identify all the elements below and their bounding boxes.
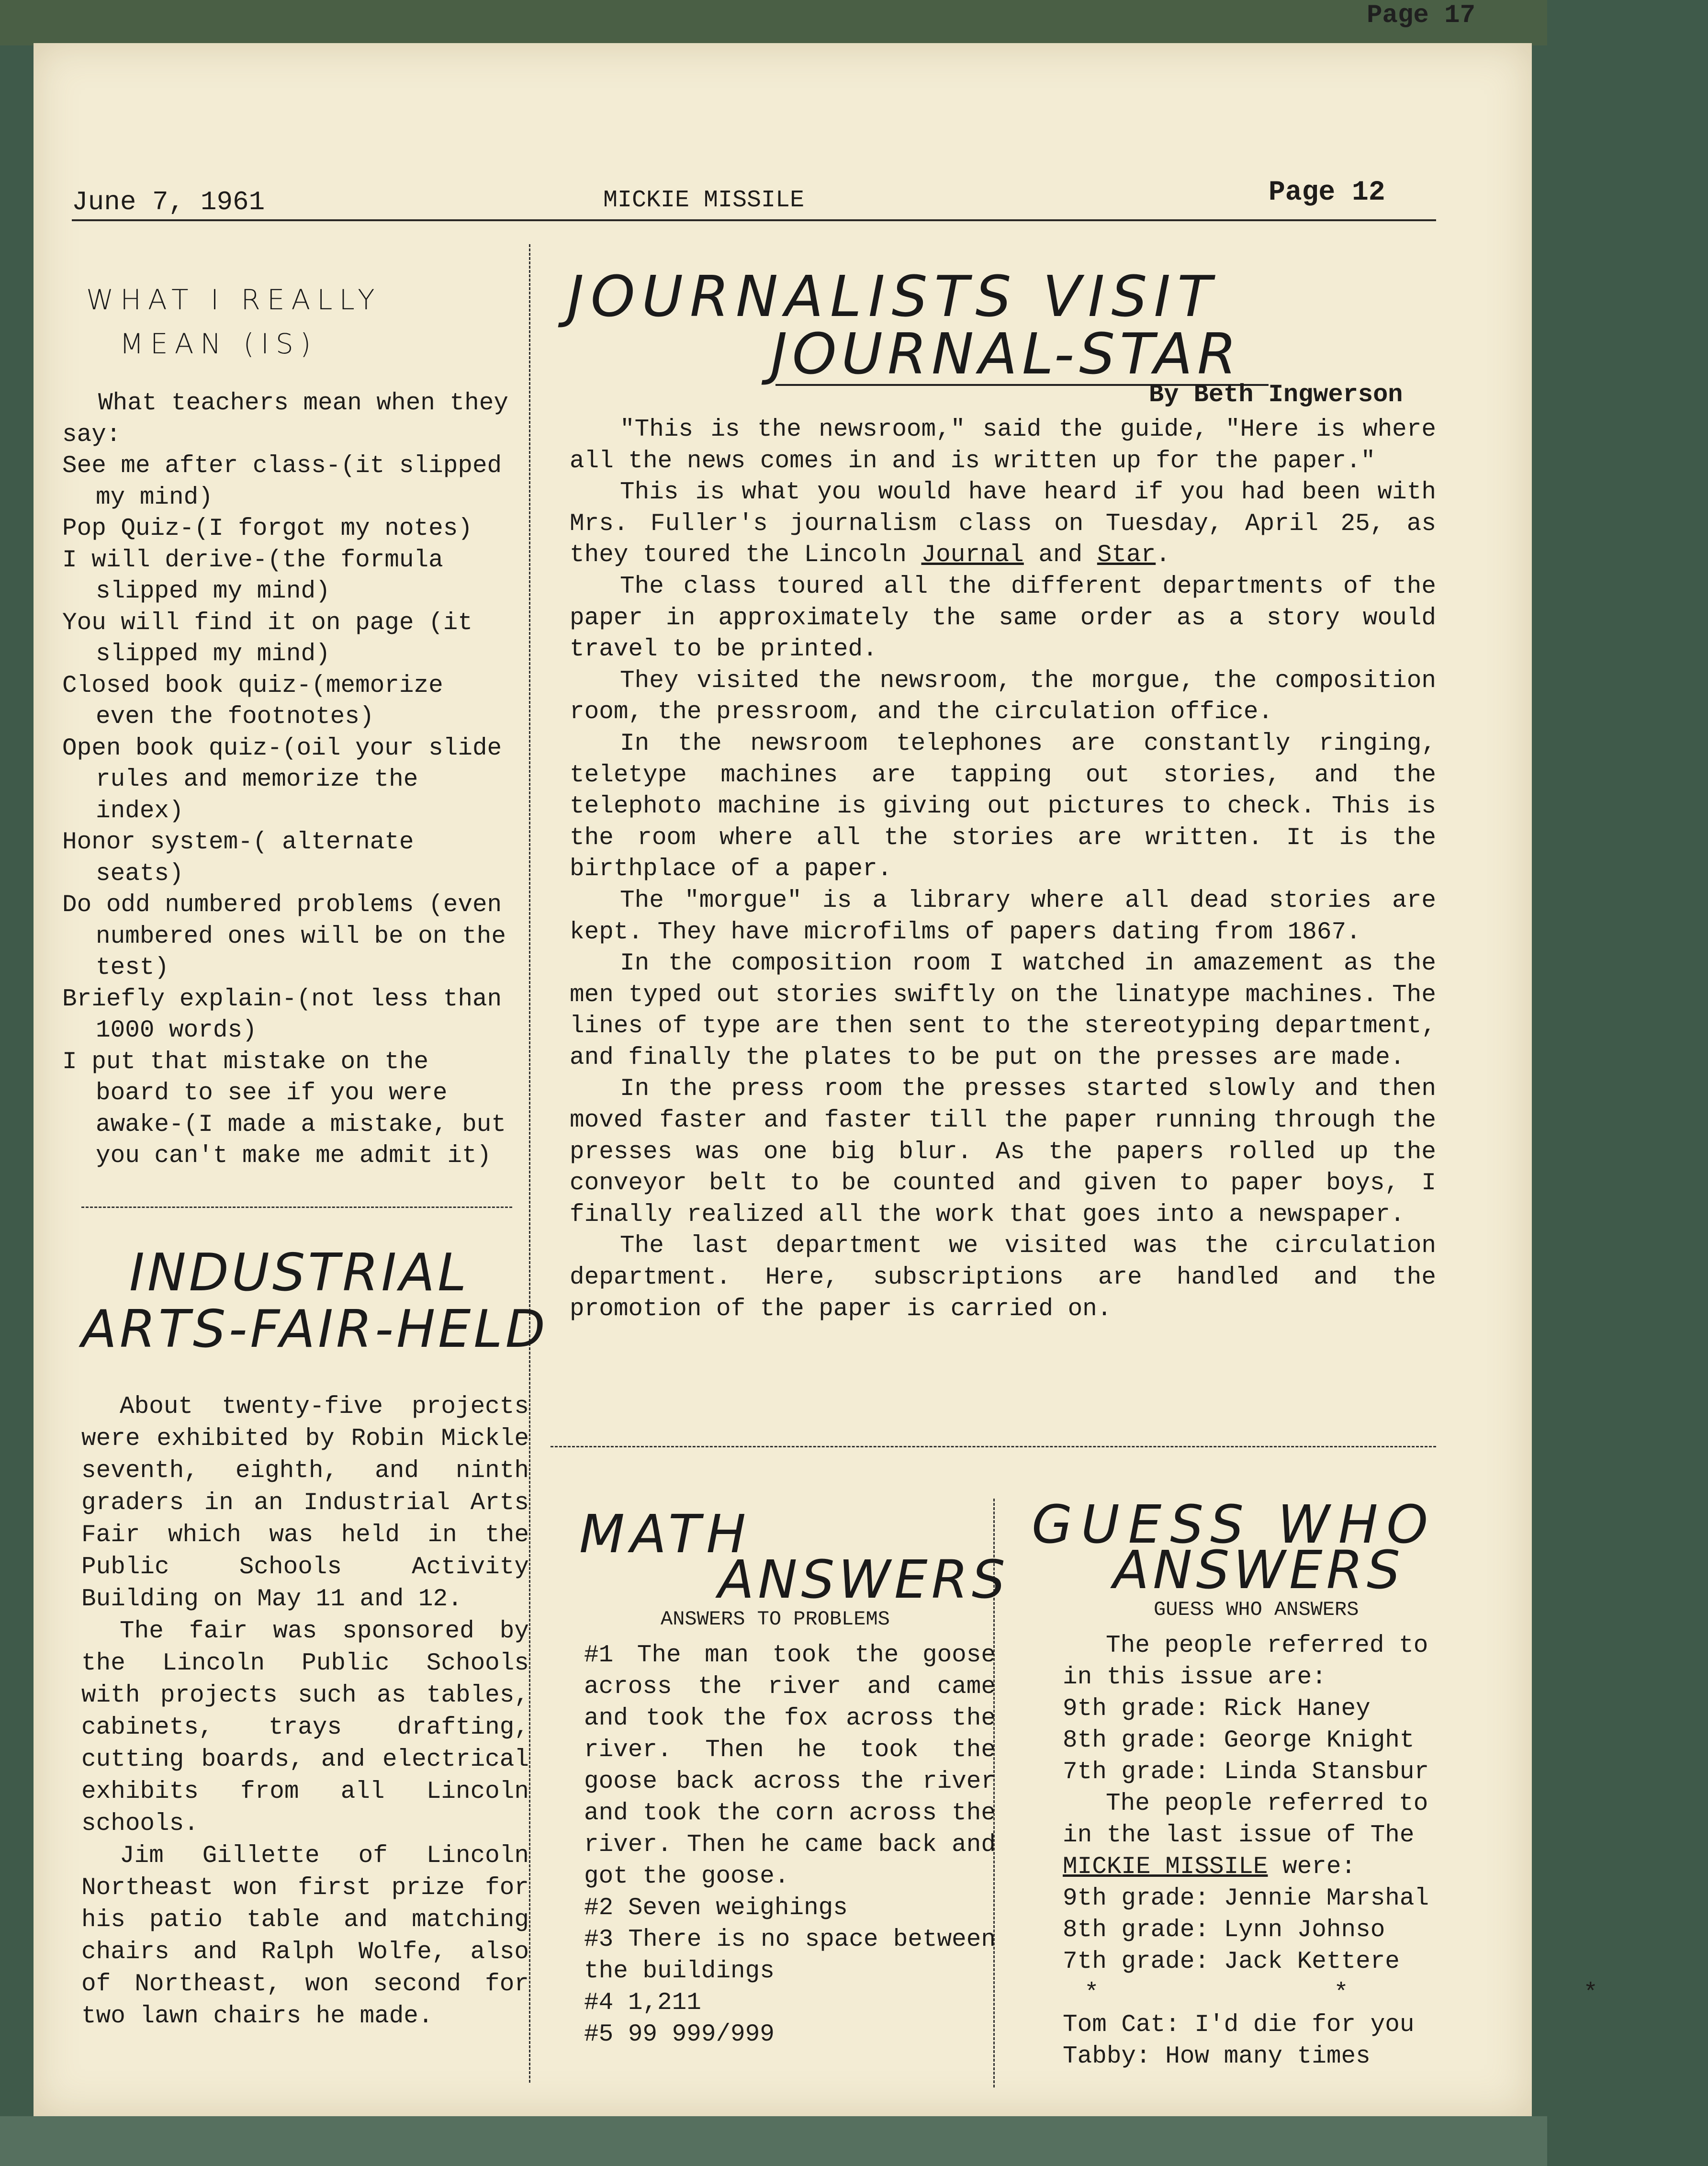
list-item: 8th grade: George Knight <box>1063 1727 1415 1754</box>
star-title: Star <box>1097 542 1156 569</box>
paragraph: About twenty-five projects were exhibited by Robin Mickle seventh, eighth, and ninth graders in an Industrial Arts Fair which was held in the Public Schools Activity Building on May 11 and 12. <box>81 1393 529 1613</box>
list-item: Do odd numbered problems (even numbered ones will be on the test) <box>62 891 506 981</box>
math-answers-heading: ANSWERS <box>718 1549 1009 1610</box>
answer-item: #3 There is no space between the buildings <box>584 1926 996 1985</box>
section-divider-right <box>551 1446 1436 1447</box>
list-item: Open book quiz-(oil your slide rules and memorize the index) <box>62 734 502 825</box>
paragraph: The last department we visited was the circulation department. Here, subscriptions are handled and the promotion of the paper is carried on. <box>570 1232 1436 1323</box>
paragraph: In the newsroom telephones are constantly ringing, teletype machines are tapping out stories, and the telephoto machine is giving out pictures to check. This is the room where all the stories are written. It is the birthplace of a paper. <box>570 730 1436 883</box>
intro-text: What teachers mean when they say: <box>62 390 508 449</box>
list-item: 7th grade: Jack Kettere <box>1063 1948 1400 1975</box>
joke-line: Tabby: How many times <box>1063 2043 1371 2070</box>
list-item: You will find it on page (it slipped my mind) <box>62 609 472 668</box>
list-item: Pop Quiz-(I forgot my notes) <box>62 515 472 542</box>
paper-title: MICKIE MISSILE <box>603 187 805 214</box>
star-separator: * * * <box>1084 1980 1708 2007</box>
issue-date: June 7, 1961 <box>72 187 265 217</box>
scan-bottom-strip <box>0 2116 1547 2166</box>
list-item: Briefly explain-(not less than 1000 words) <box>62 985 502 1044</box>
paragraph: They visited the newsroom, the morgue, the composition room, the pressroom, and the circulation office. <box>570 667 1436 726</box>
what-i-really-mean-body <box>62 388 515 1172</box>
paragraph: In the press room the presses started slowly and then moved faster and faster till the paper running through the presses was one big blur. As the papers rolled up the conveyor belt to be counted and given to paper boys, I finally realized all the work that goes into a newspaper. <box>570 1075 1436 1229</box>
scan-page-number: Page 17 <box>1367 1 1475 30</box>
math-heading: MATH <box>579 1503 752 1565</box>
math-subheading: ANSWERS TO PROBLEMS <box>661 1608 890 1631</box>
list-item: Closed book quiz-(memorize even the footnotes) <box>62 672 443 731</box>
guess-who-answers-heading: ANSWERS <box>1113 1539 1404 1601</box>
list-item: 7th grade: Linda Stansbur <box>1063 1759 1429 1786</box>
guess-who-body: The people referred to in this issue are: 9th grade: Rick Haney 8th grade: George Knight 7th grade: Linda Stansbur The people referred to in the last issue of The MICKIE MISSILE were: 9th grade: Jennie Marshal 8th grade: Lynn Johnso 7th grade: Jack Kettere * * * Tom Cat: I'd die for you Tabby: How many times <box>1063 1630 1446 2073</box>
list-item: See me after class-(it slipped my mind) <box>62 452 502 511</box>
column-divider <box>529 244 532 2083</box>
paragraph: The fair was sponsored by the Lincoln Public Schools with projects such as tables, cabinets, trays drafting, cutting boards, and electrical exhibits from all Lincoln schools. <box>81 1618 529 1838</box>
joke-line: Tom Cat: I'd die for you <box>1063 2011 1415 2039</box>
paragraph: The class toured all the different departments of the paper in approximately the same order as a story would travel to be printed. <box>570 573 1436 664</box>
what-i-really-mean-heading: WHAT I REALLY MEAN (IS) <box>86 283 382 360</box>
paragraph: "This is the newsroom," said the guide, "Here is where all the news comes in and is written up for the paper." <box>570 416 1436 475</box>
industrial-arts-body <box>81 1391 529 2032</box>
journalists-article <box>570 414 1436 1325</box>
paper-name: MICKIE MISSILE <box>1063 1853 1268 1881</box>
list-item: 8th grade: Lynn Johnso <box>1063 1917 1385 1944</box>
journal-star-heading: JOURNAL-STAR <box>771 321 1242 387</box>
list-item: 9th grade: Rick Haney <box>1063 1695 1371 1723</box>
page-number: Page 12 <box>1269 177 1385 208</box>
journalists-heading: JOURNALISTS VISIT <box>567 263 1219 329</box>
industrial-arts-heading: INDUSTRIAL ARTS-FAIR-HELD <box>81 1243 548 1359</box>
newspaper-page <box>34 43 1708 2116</box>
byline: By Beth Ingwerson <box>1149 381 1403 409</box>
answer-item: #2 Seven weighings <box>584 1895 848 1922</box>
guess-who-heading: GUESS WHO <box>1032 1494 1437 1555</box>
paragraph: The "morgue" is a library where all dead stories are kept. They have microfilms of papers dating from 1867. <box>570 887 1436 946</box>
list-item: Honor system-( alternate seats) <box>62 829 414 888</box>
header-rule <box>72 219 1436 221</box>
journal-title: Journal <box>921 542 1024 569</box>
list-item: 9th grade: Jennie Marshal <box>1063 1885 1429 1912</box>
paragraph: Jim Gillette of Lincoln Northeast won first prize for his patio table and matching chairs and Ralph Wolfe, also of Northeast, won second for two lawn chairs he made. <box>81 1842 529 2030</box>
list-item: I put that mistake on the board to see if you were awake-(I made a mistake, but you can't make me admit it) <box>62 1048 506 1170</box>
paragraph: In the composition room I watched in amazement as the men typed out stories swiftly on the linatype machines. The lines of type are then sent to the stereotyping department, and finally the plates to be put on the presses are made. <box>570 950 1436 1072</box>
guess-who-subheading: GUESS WHO ANSWERS <box>1154 1598 1359 1621</box>
math-answers-body <box>584 1640 996 2051</box>
answer-item: #4 1,211 <box>584 1989 701 2017</box>
list-item: I will derive-(the formula slipped my mind) <box>62 546 443 605</box>
answer-item: #1 The man took the goose across the river and came and took the fox across the river. Then he took the goose back across the river and took the corn across the river. Then he came back and got the goose. <box>584 1642 996 1890</box>
answer-item: #5 99 999/999 <box>584 2021 775 2048</box>
scan-top-strip <box>0 0 1547 45</box>
section-divider-left <box>81 1207 512 1208</box>
paragraph: This is what you would have heard if you had been with Mrs. Fuller's journalism class on Tuesday, April 25, as they toured the Lincoln Journal and Star. <box>570 479 1436 569</box>
